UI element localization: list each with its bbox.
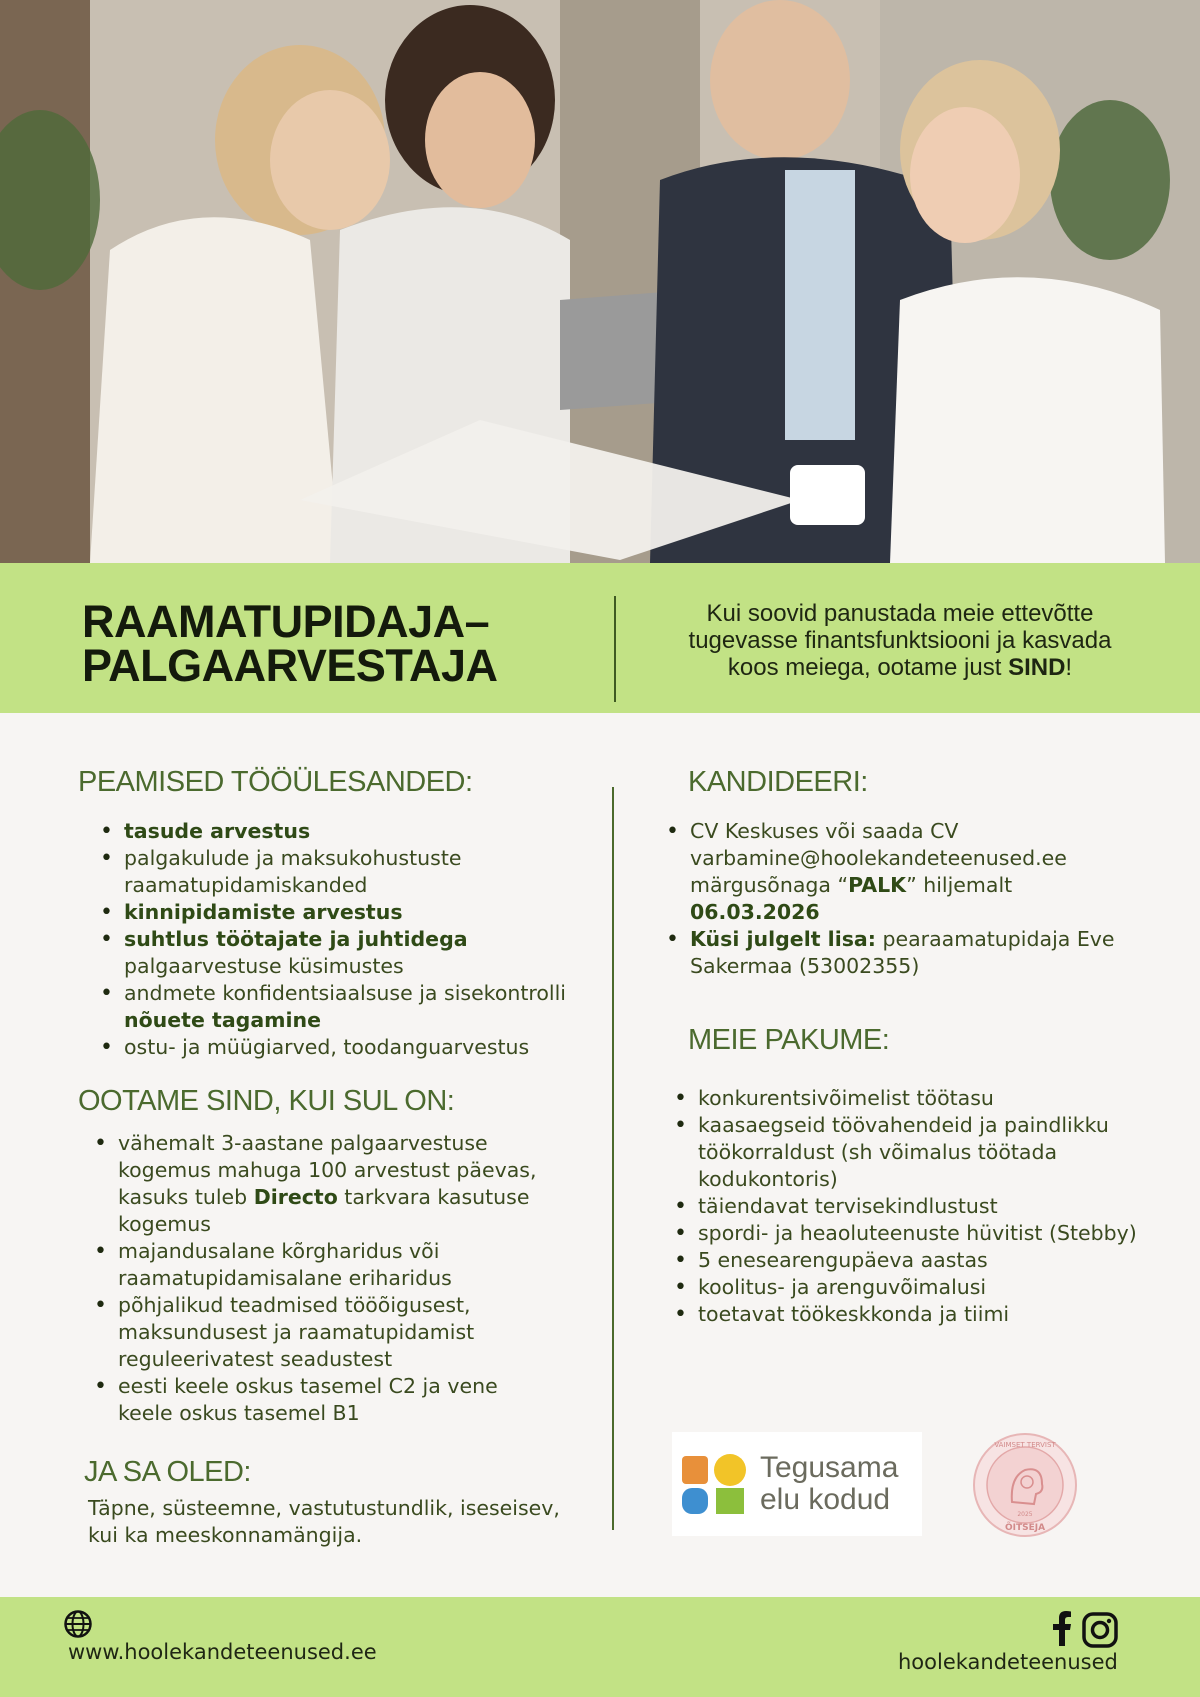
email-link[interactable]: varbamine@hoolekandeteenused.ee <box>690 846 1067 870</box>
list-item: • andmete konfidentsiaalsuse ja sisekontrolli nõuete tagamine <box>98 980 598 1034</box>
list-item: • toetavat töökeskkonda ja tiimi <box>672 1301 1142 1328</box>
offer-list <box>672 1085 1142 1328</box>
column-divider <box>612 787 614 1530</box>
globe-icon <box>64 1610 92 1638</box>
list-item: • 5 enesearengupäeva aastas <box>672 1247 1142 1274</box>
tegusama-logo-text: Tegusama elu kodud <box>760 1451 899 1516</box>
list-item: • majandusalane kõrgharidus või raamatupidamisalane eriharidus <box>92 1238 542 1292</box>
instagram-icon[interactable] <box>1082 1612 1118 1648</box>
job-title-line2: PALGAARVESTAJA <box>82 640 498 691</box>
band-divider <box>614 596 616 702</box>
list-item: • suhtlus töötajate ja juhtidega palgaarvestuse küsimustes <box>98 926 598 980</box>
tegusama-logo-mark <box>680 1452 750 1518</box>
list-item: • koolitus- ja arenguvõimalusi <box>672 1274 1142 1301</box>
mental-health-seal <box>972 1432 1078 1538</box>
you-are-text: Täpne, süsteemne, vastutustundlik, iseseisev, kui ka meeskonnamängija. <box>88 1496 560 1547</box>
apply-list <box>664 818 1144 980</box>
offer-heading: MEIE PAKUME: <box>688 1024 890 1056</box>
svg-text:VAIMSET TERVIST: VAIMSET TERVIST <box>994 1441 1056 1449</box>
intro-line3-suffix: ! <box>1065 654 1073 681</box>
list-item: • konkurentsivõimelist töötasu <box>672 1085 1142 1112</box>
job-title-line1: RAAMATUPIDAJA– <box>82 596 490 647</box>
requirements-list <box>92 1130 542 1427</box>
list-item: • CV Keskuses või saada CV varbamine@hoolekandeteenused.ee märgusõnaga “PALK” hiljemalt 06.03.2026 <box>664 818 1144 926</box>
list-item: • täiendavat tervisekindlustust <box>672 1193 1142 1220</box>
list-item: • palgakulude ja maksukohustuste raamatupidamiskanded <box>98 845 598 899</box>
apply-heading: KANDIDEERI: <box>688 766 868 798</box>
social-handle[interactable]: hoolekandeteenused <box>898 1650 1118 1674</box>
svg-text:ÕITSEJA: ÕITSEJA <box>1004 1523 1046 1533</box>
intro-text <box>640 600 1160 681</box>
intro-line3-bold: SIND <box>1008 654 1066 681</box>
job-title <box>82 596 602 691</box>
intro-line2: tugevasse finantsfunktsiooni ja kasvada <box>688 627 1112 654</box>
list-item: • kaasaegseid töövahendeid ja paindlikku töökorraldust (sh võimalus töötada kodukontoris) <box>672 1112 1142 1193</box>
list-item: • vähemalt 3-aastane palgaarvestuse kogemus mahuga 100 arvestust päevas, kasuks tuleb Directo tarkvara kasutuse kogemus <box>92 1130 542 1238</box>
tegusama-logo <box>672 1432 922 1536</box>
svg-text:2025: 2025 <box>1017 1511 1033 1518</box>
intro-line3-prefix: koos meiega, ootame just <box>727 654 1009 681</box>
list-item: • tasude arvestus <box>98 818 598 845</box>
list-item: • ostu- ja müügiarved, toodanguarvestus <box>98 1034 598 1061</box>
requirements-heading: OOTAME SIND, KUI SUL ON: <box>78 1085 455 1117</box>
hero-photo <box>0 0 1200 563</box>
facebook-icon[interactable] <box>1052 1610 1072 1646</box>
duties-heading: PEAMISED TÖÖÜLESANDED: <box>78 766 473 798</box>
intro-line1: Kui soovid panustada meie ettevõtte <box>706 600 1094 627</box>
website-link[interactable]: www.hoolekandeteenused.ee <box>68 1640 377 1664</box>
list-item: • Küsi julgelt lisa: pearaamatupidaja Eve Sakermaa (53002355) <box>664 926 1144 980</box>
list-item: • eesti keele oskus tasemel C2 ja vene keele oskus tasemel B1 <box>92 1373 542 1427</box>
list-item: • kinnipidamiste arvestus <box>98 899 598 926</box>
you-are-heading: JA SA OLED: <box>84 1456 251 1488</box>
duties-list <box>98 818 598 1061</box>
intro-line3 <box>640 654 1160 681</box>
list-item: • spordi- ja heaoluteenuste hüvitist (Stebby) <box>672 1220 1142 1247</box>
list-item: • põhjalikud teadmised tööõigusest, maksundusest ja raamatupidamist reguleerivatest seadustest <box>92 1292 542 1373</box>
